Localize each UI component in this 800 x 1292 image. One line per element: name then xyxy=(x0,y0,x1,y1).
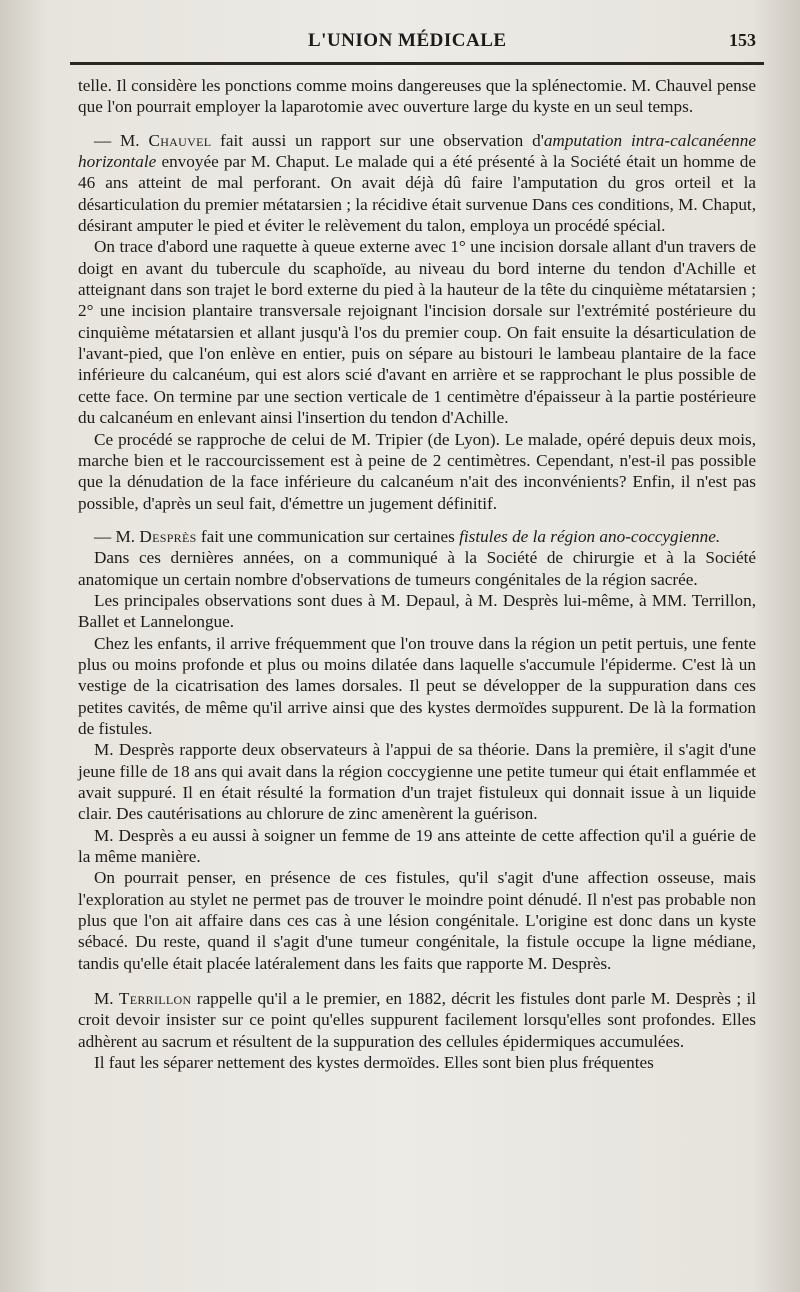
paragraph-prefix: M. xyxy=(94,989,119,1009)
paragraph-1: telle. Il considère les ponctions comme moins dangereuses que la splénectomie. M. Chauvel pense que l'on pourrait employer la laparotomie avec ouverture large du kyste en un seul temps. xyxy=(78,76,756,117)
paragraph-text: rappelle qu'il a le premier, en 1882, décrit les fistules dont parle M. Desprès ; il croit devoir insister sur ce point qu'elles suppurent facilement lorsqu'elles sont profondes. Elles adhèrent au sacrum et résultent de la suppuration des cellules épidermiques accumulées. xyxy=(78,989,756,1051)
paragraph-13: Il faut les séparer nettement des kystes dermoïdes. Elles sont bien plus fréquentes xyxy=(94,1053,654,1073)
section-dash: — M. xyxy=(94,130,149,150)
paragraph-4: Ce procédé se rapproche de celui de M. Tripier (de Lyon). Le malade, opéré depuis deux mois, marche bien et le raccourcissement est à peine de 2 centimètres. Cependant, n'est-il pas possible que la dénudation de la face inférieure du calcanéum n'ait des inconvénients? Enfin, il n'est pas possible, d'après un seul fait, d'émettre un jugement définitif. xyxy=(78,429,756,513)
header-rule xyxy=(70,62,764,65)
paragraph-10: M. Desprès a eu aussi à soigner un femme de 19 ans atteinte de cette affection qu'il a guérie de la même manière. xyxy=(78,825,756,867)
page-number: 153 xyxy=(729,30,756,50)
author-name: Chauvel xyxy=(148,130,212,150)
paragraph-5 xyxy=(78,526,756,547)
paragraph-2 xyxy=(78,130,756,237)
running-head xyxy=(78,20,756,50)
author-name: Desprès xyxy=(139,526,197,546)
italic-subject: fistules de la région ano-coccygienne. xyxy=(459,526,721,546)
paragraph-9: M. Desprès rapporte deux observateurs à l'appui de sa théorie. Dans la première, il s'agit d'une jeune fille de 18 ans qui avait dans la région coccygienne une petite tumeur qui était enflammée et avait suppuré. Il en était résulté la formation d'un trajet fistuleux qui donnait issue à un liquide clair. Des cautérisations au chlorure de zinc amenèrent la guérison. xyxy=(78,740,756,824)
paragraph-text: fait aussi un rapport sur une observation d' xyxy=(211,130,544,150)
paragraph-text: fait une communication sur certaines xyxy=(196,526,460,546)
author-name: Terrillon xyxy=(118,989,192,1009)
journal-title: L'UNION MÉDICALE xyxy=(308,30,507,51)
paragraph-12 xyxy=(78,988,756,1052)
section-dash: — M. xyxy=(94,526,140,546)
article-body xyxy=(78,75,756,1073)
paragraph-8: Chez les enfants, il arrive fréquemment que l'on trouve dans la région un petit pertuis, une fente plus ou moins profonde et plus ou moins dilatée dans laquelle s'accumule l'épiderme. C'est là un vestige de la cicatrisation des lames dorsales. Il peut se développer de la suppuration dans ces petites cavités, de même qu'il arrive ainsi que des kystes dermoïdes suppurent. De là la formation de fistules. xyxy=(78,633,756,738)
paragraph-text: envoyée par M. Chaput. Le malade qui a été présenté à la Société était un homme de 46 ans atteint de mal perforant. On avait déjà dû faire l'amputation du gros orteil et la désarticulation du premier métatarsien ; la récidive était survenue Dans ces conditions, M. Chaput, désirant amputer le pied et éviter le relèvement du talon, employa un procédé spécial. xyxy=(78,152,756,236)
paragraph-6: Dans ces dernières années, on a communiqué à la Société de chirurgie et à la Société anatomique un certain nombre d'observations de tumeurs congénitales de la région sacrée. xyxy=(78,548,756,589)
paragraph-11: On pourrait penser, en présence de ces fistules, qu'il s'agit d'une affection osseuse, mais l'exploration au stylet ne permet pas de trouver le moindre point dénudé. Il n'est pas probable non plus que l'on ait affaire dans ces cas à une lésion congénitale. L'origine est donc dans un kyste sébacé. Du reste, quand il s'agit d'une tumeur congénitale, la fistule occupe la ligne médiane, tandis qu'elle était placée latéralement dans les faits que rapporte M. Desprès. xyxy=(78,868,756,973)
italic-subject: amputation intra-calcanéenne horizontale xyxy=(78,130,756,172)
paragraph-7: Les principales observations sont dues à M. Depaul, à M. Desprès lui-même, à MM. Terrillon, Ballet et Lannelongue. xyxy=(78,590,756,632)
paragraph-3: On trace d'abord une raquette à queue externe avec 1° une incision dorsale allant d'un travers de doigt en avant du tubercule du scaphoïde, au niveau du bord interne du tendon d'Achille et atteignant dans son trajet le bord externe du pied à la hauteur de la tête du cinquième métatarsien ; 2° une incision plantaire transversale rejoignant l'incision dorsale sur l'extrémité postérieure du cinquième métatarsien et allant jusqu'à l'os du premier coup. On fait ensuite la désarticulation de l'avant-pied, que l'on enlève en entier, puis on sépare au bistouri le lambeau plantaire de la face inférieure du calcanéum, qui est alors scié d'avant en arrière et se rapprochant le plus possible de cette face. On termine par une section verticale de 1 centimètre d'épaisseur à la partie postérieure du calcanéum en enlevant ainsi l'insertion du tendon d'Achille. xyxy=(78,237,756,428)
